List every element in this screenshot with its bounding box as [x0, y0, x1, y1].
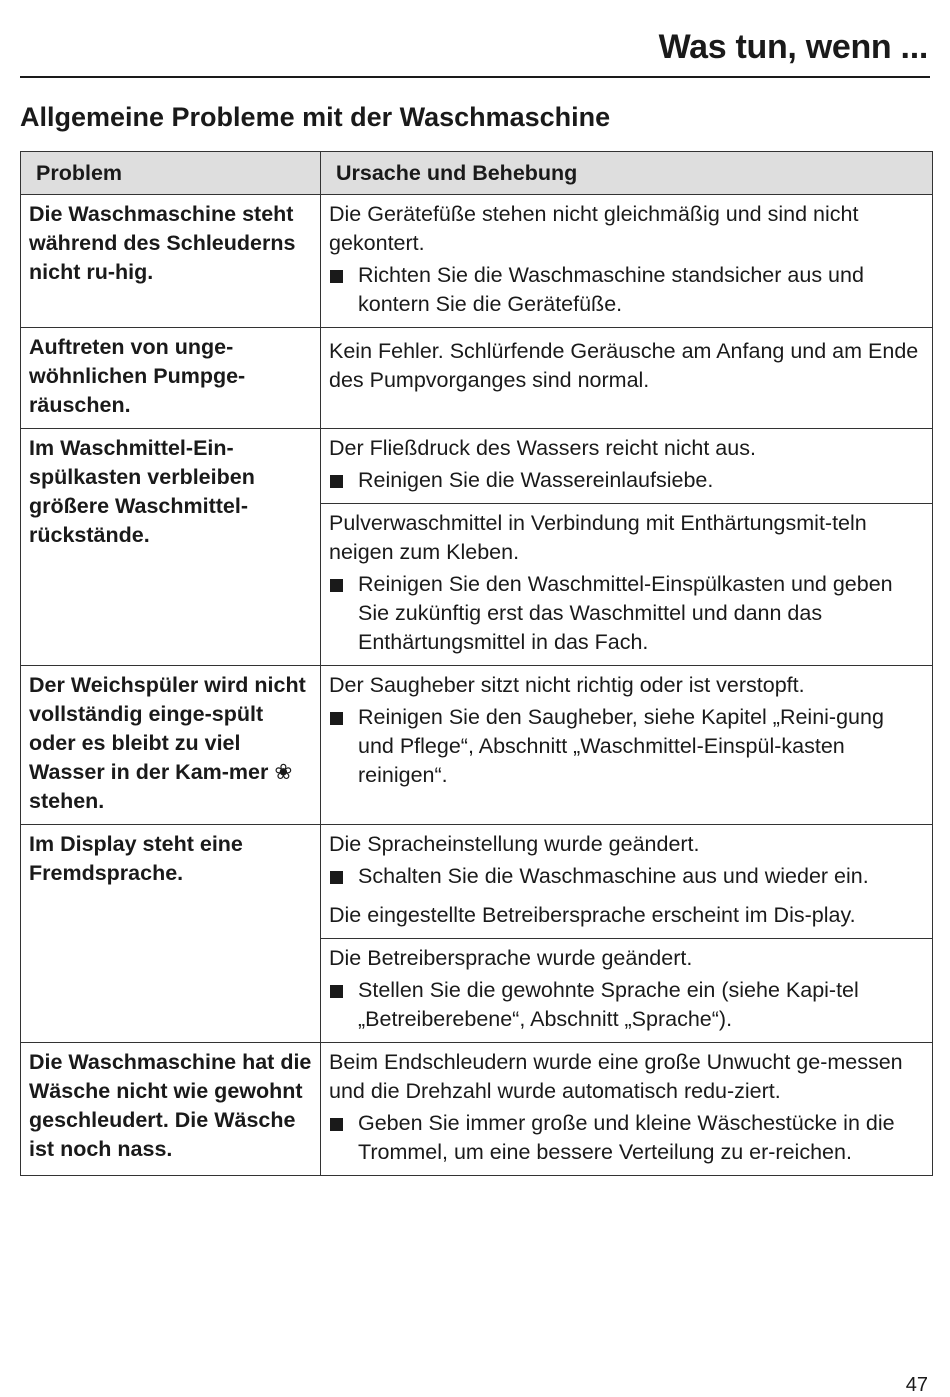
- cause-cell: [321, 939, 933, 1043]
- remedy-item: [329, 703, 924, 790]
- square-bullet-icon: [330, 475, 343, 488]
- problem-text: Im Waschmittel-Ein-spülkasten verbleiben größere Waschmittel-rückstände.: [29, 436, 255, 547]
- remedy-text: Reinigen Sie den Saugheber, siehe Kapitel „Reini-gung und Pflege“, Abschnitt „Waschmittel-Einspül-kasten reinigen“.: [358, 705, 884, 787]
- remedy-text: Richten Sie die Waschmaschine standsicher aus und kontern Sie die Gerätefüße.: [358, 263, 864, 316]
- troubleshooting-table: [20, 151, 933, 1176]
- square-bullet-icon: [330, 985, 343, 998]
- column-header-problem: Problem: [21, 152, 321, 195]
- remedy-text: Reinigen Sie den Waschmittel-Einspülkasten und geben Sie zukünftig erst das Waschmittel und dann das Enthärtungsmittel in das Fach.: [358, 572, 893, 654]
- cause-text: Pulverwaschmittel in Verbindung mit Enthärtungsmit-teln neigen zum Kleben.: [329, 511, 867, 564]
- cause-text: Der Saugheber sitzt nicht richtig oder ist verstopft.: [329, 673, 805, 697]
- remedy-item: [329, 976, 924, 1034]
- table-row: [21, 195, 933, 328]
- cause-text: Die Betreibersprache wurde geändert.: [329, 946, 693, 970]
- table-row: [21, 429, 933, 504]
- square-bullet-icon: [330, 579, 343, 592]
- cause-text: Die Spracheinstellung wurde geändert.: [329, 832, 700, 856]
- header-divider: [20, 76, 930, 78]
- remedy-item: [329, 1109, 924, 1167]
- cause-cell: [321, 429, 933, 504]
- cause-cell: [321, 328, 933, 429]
- problem-text: Die Waschmaschine hat die Wäsche nicht wie gewohnt geschleudert. Die Wäsche ist noch nass.: [29, 1050, 312, 1161]
- section-title: Allgemeine Probleme mit der Waschmaschine: [20, 102, 611, 132]
- cause-cell: [321, 1043, 933, 1176]
- cause-text: Der Fließdruck des Wassers reicht nicht aus.: [329, 436, 756, 460]
- page-number: 47: [905, 1374, 928, 1396]
- problem-cell: [21, 429, 321, 666]
- remedy-item: [329, 261, 924, 319]
- problem-text: Auftreten von unge-wöhnlichen Pumpge-räuschen.: [29, 335, 246, 417]
- cause-text: Beim Endschleudern wurde eine große Unwucht ge-messen und die Drehzahl wurde automatisch redu-ziert.: [329, 1050, 903, 1103]
- cause-cell: [321, 825, 933, 939]
- problem-text: Der Weichspüler wird nicht vollständig einge-spült oder es bleibt zu viel Wasser in der Kam-mer: [29, 673, 306, 784]
- remedy-item: [329, 570, 924, 657]
- square-bullet-icon: [330, 871, 343, 884]
- cause-cell: [321, 504, 933, 666]
- table-header-row: [21, 152, 933, 195]
- cause-text: Kein Fehler. Schlürfende Geräusche am Anfang und am Ende des Pumpvorganges sind normal.: [329, 339, 919, 392]
- remedy-text: Reinigen Sie die Wassereinlaufsiebe.: [358, 468, 714, 492]
- remedy-text: Geben Sie immer große und kleine Wäschestücke in die Trommel, um eine bessere Verteilung zu er-reichen.: [358, 1111, 895, 1164]
- problem-cell: [21, 1043, 321, 1176]
- table-row: [21, 666, 933, 825]
- problem-text-end: stehen.: [29, 789, 105, 813]
- table-row: [21, 825, 933, 939]
- remedy-item: [329, 466, 924, 495]
- problem-cell: [21, 825, 321, 1043]
- softener-compartment-flower-icon: ❀: [274, 760, 293, 784]
- column-header-cause: Ursache und Behebung: [321, 152, 933, 195]
- page-header-title: Was tun, wenn ...: [658, 28, 928, 66]
- square-bullet-icon: [330, 712, 343, 725]
- cause-cell: [321, 195, 933, 328]
- cause-cell: [321, 666, 933, 825]
- remedy-item: [329, 862, 924, 891]
- cause-text: Die Gerätefüße stehen nicht gleichmäßig und sind nicht gekontert.: [329, 202, 859, 255]
- problem-cell: [21, 195, 321, 328]
- result-text: Die eingestellte Betreibersprache erscheint im Dis-play.: [329, 903, 856, 927]
- square-bullet-icon: [330, 1118, 343, 1131]
- problem-text: Die Waschmaschine steht während des Schleuderns nicht ru-hig.: [29, 202, 296, 284]
- square-bullet-icon: [330, 270, 343, 283]
- problem-cell: [21, 666, 321, 825]
- table-row: [21, 1043, 933, 1176]
- remedy-text: Stellen Sie die gewohnte Sprache ein (siehe Kapi-tel „Betreiberebene“, Abschnitt „Sprache“).: [358, 978, 859, 1031]
- table-row: [21, 328, 933, 429]
- remedy-text: Schalten Sie die Waschmaschine aus und wieder ein.: [358, 864, 869, 888]
- problem-cell: [21, 328, 321, 429]
- problem-text: Im Display steht eine Fremdsprache.: [29, 832, 243, 885]
